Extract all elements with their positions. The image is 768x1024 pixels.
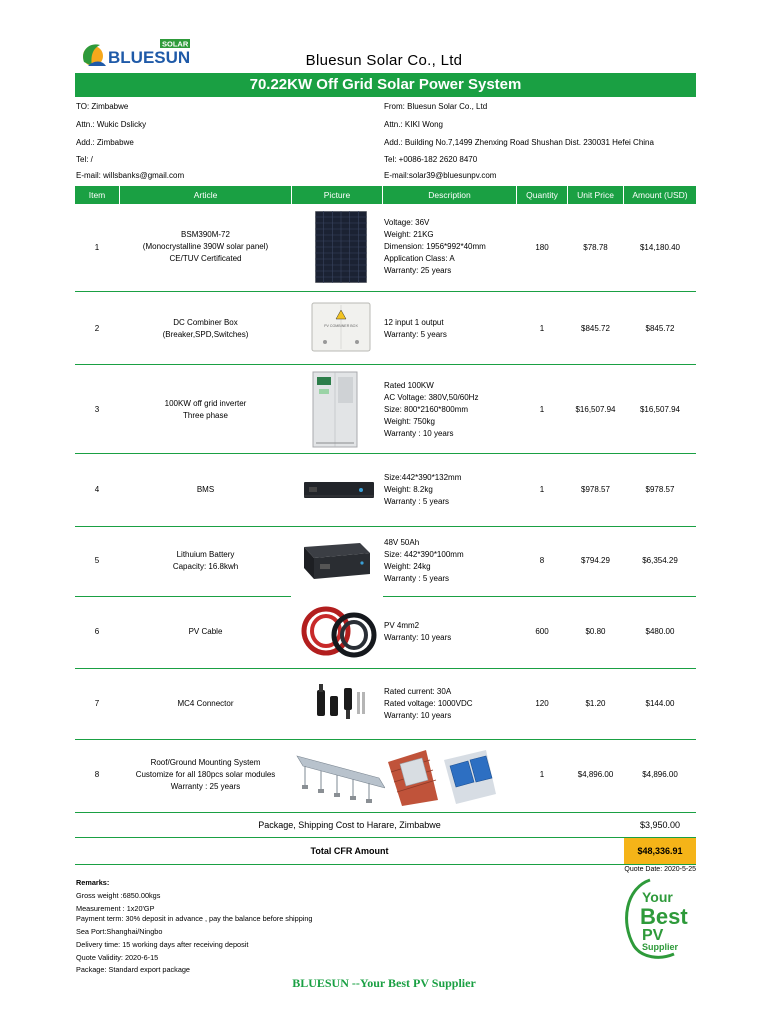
mc4-connector-image bbox=[313, 682, 369, 724]
row-amount: $16,507.94 bbox=[639, 405, 681, 414]
row-article: BSM390M-72 (Monocrystalline 390W solar panel) CE/TUV Certificated bbox=[142, 230, 269, 263]
bms-image bbox=[303, 479, 375, 501]
row-unit-price: $78.78 bbox=[583, 243, 608, 252]
svg-text:PV: PV bbox=[642, 927, 664, 944]
to-field: TO: Zimbabwe bbox=[76, 102, 129, 111]
quote-date: Quote Date: 2020-5-25 bbox=[624, 866, 696, 873]
remark-line: Gross weight :6850.00kgs bbox=[76, 891, 161, 900]
svg-text:Your: Your bbox=[642, 889, 673, 905]
row-article: BMS bbox=[196, 485, 215, 494]
email-left-field: E-mail: willsbanks@gmail.com bbox=[76, 171, 185, 180]
address-right-field: Add.: Building No.7,1499 Zhenxing Road Shushan Dist. 230031 Hefei China bbox=[384, 138, 654, 147]
remarks-heading: Remarks: bbox=[76, 878, 110, 887]
remark-line: Measurement : 1x20'GP bbox=[76, 904, 155, 913]
row-amount: $14,180.40 bbox=[639, 243, 681, 252]
combiner-box-label: PV COMBINER BOX bbox=[324, 324, 358, 328]
ground-mount-image bbox=[295, 750, 385, 804]
row-unit-price: $978.57 bbox=[581, 485, 610, 494]
row-article: DC Combiner Box (Breaker,SPD,Switches) bbox=[162, 318, 249, 339]
row-amount: $6,354.29 bbox=[642, 556, 678, 565]
solar-panel-image bbox=[315, 211, 367, 283]
attn-right-field: Attn.: KIKI Wong bbox=[384, 120, 443, 129]
row-quantity: 8 bbox=[539, 556, 545, 565]
svg-text:Supplier: Supplier bbox=[642, 942, 679, 952]
row-description: PV 4mm2 Warranty: 10 years bbox=[384, 621, 452, 642]
row-unit-price: $16,507.94 bbox=[575, 405, 616, 414]
row-unit-price: $794.29 bbox=[581, 556, 610, 565]
battery-image bbox=[300, 537, 372, 585]
your-best-pv-supplier-logo bbox=[620, 874, 700, 960]
row-quantity: 1 bbox=[539, 405, 545, 414]
remark-line: Payment term: 30% deposit in advance , pay the balance before shipping bbox=[76, 914, 313, 923]
row-amount: $144.00 bbox=[645, 699, 675, 708]
remark-line: Package: Standard export package bbox=[76, 965, 190, 974]
col-picture: Picture bbox=[323, 190, 351, 200]
row-item: 8 bbox=[94, 770, 100, 779]
row-item: 2 bbox=[94, 324, 100, 333]
row-quantity: 1 bbox=[539, 485, 545, 494]
remark-line: Sea Port:Shanghai/Ningbo bbox=[76, 927, 163, 936]
pv-cable-image bbox=[300, 604, 380, 660]
col-unit-price: Unit Price bbox=[577, 190, 614, 200]
table-header bbox=[75, 186, 696, 204]
row-article: Lithuium Battery Capacity: 16.8kwh bbox=[172, 550, 239, 571]
shipping-amount: $3,950.00 bbox=[639, 820, 681, 830]
inverter-image bbox=[312, 371, 358, 448]
remark-line: Delivery time: 15 working days after receiving deposit bbox=[76, 940, 249, 949]
row-article: 100KW off grid inverter Three phase bbox=[164, 399, 247, 420]
company-name: Bluesun Solar Co., Ltd bbox=[305, 52, 463, 69]
row-quantity: 600 bbox=[535, 627, 549, 636]
shipping-label: Package, Shipping Cost to Harare, Zimbabwe bbox=[258, 820, 441, 830]
col-quantity: Quantity bbox=[526, 190, 558, 200]
svg-text:Best: Best bbox=[640, 904, 688, 929]
from-field: From: Bluesun Solar Co., Ltd bbox=[384, 102, 488, 111]
col-item: Item bbox=[88, 190, 106, 200]
row-amount: $845.72 bbox=[645, 324, 675, 333]
row-article: PV Cable bbox=[188, 627, 223, 636]
attn-left-field: Attn.: Wukic Dslicky bbox=[76, 120, 147, 129]
roof-mount-image bbox=[386, 748, 498, 806]
row-description: Rated current: 30A Rated voltage: 1000VDC Warranty: 10 years bbox=[384, 687, 473, 720]
row-item: 6 bbox=[94, 627, 100, 636]
tel-right-field: Tel: +0086-182 2620 8470 bbox=[384, 155, 478, 164]
document-title: 70.22KW Off Grid Solar Power System bbox=[75, 73, 696, 97]
row-unit-price: $0.80 bbox=[585, 627, 606, 636]
row-article: Roof/Ground Mounting System Customize for all 180pcs solar modules Warranty : 25 years bbox=[135, 758, 276, 791]
tel-left-field: Tel: / bbox=[76, 155, 93, 164]
row-unit-price: $1.20 bbox=[585, 699, 606, 708]
address-left-field: Add.: Zimbabwe bbox=[76, 138, 134, 147]
logo-tag: SOLAR bbox=[162, 39, 189, 49]
row-item: 3 bbox=[94, 405, 100, 414]
row-description: 48V 50Ah Size: 442*390*100mm Weight: 24kg Warranty : 5 years bbox=[384, 538, 464, 583]
row-quantity: 120 bbox=[535, 699, 549, 708]
col-article: Article bbox=[193, 190, 218, 200]
total-label: Total CFR Amount bbox=[310, 846, 389, 856]
row-unit-price: $845.72 bbox=[581, 324, 610, 333]
row-amount: $978.57 bbox=[645, 485, 675, 494]
row-item: 1 bbox=[94, 243, 100, 252]
row-quantity: 180 bbox=[535, 243, 549, 252]
total-amount: $48,336.91 bbox=[624, 838, 696, 864]
shipping-row bbox=[75, 814, 696, 836]
row-item: 7 bbox=[94, 699, 100, 708]
row-unit-price: $4,896.00 bbox=[577, 770, 614, 779]
combiner-box-image bbox=[311, 302, 371, 352]
footer-slogan: BLUESUN --Your Best PV Supplier bbox=[292, 976, 476, 990]
row-quantity: 1 bbox=[539, 324, 545, 333]
row-amount: $480.00 bbox=[645, 627, 675, 636]
email-right-field: E-mail:solar39@bluesunpv.com bbox=[384, 171, 497, 180]
row-quantity: 1 bbox=[539, 770, 545, 779]
remark-line: Quote Validity: 2020-6-15 bbox=[76, 953, 159, 962]
row-item: 4 bbox=[94, 485, 100, 494]
row-article: MC4 Connector bbox=[177, 699, 234, 708]
row-description: Size:442*390*132mm Weight: 8.2kg Warranty : 5 years bbox=[384, 473, 462, 506]
row-amount: $4,896.00 bbox=[642, 770, 678, 779]
logo-wordmark: BLUESUN bbox=[108, 48, 191, 67]
col-amount: Amount (USD) bbox=[632, 190, 688, 200]
row-description: Voltage: 36V Weight: 21KG Dimension: 1956*992*40mm Application Class: A Warranty: 25 years bbox=[384, 218, 486, 275]
total-row bbox=[75, 838, 696, 864]
row-description: Rated 100KW AC Voltage: 380V,50/60Hz Size: 800*2160*800mm Weight: 750kg Warranty : 10 years bbox=[384, 381, 479, 438]
row-item: 5 bbox=[94, 556, 100, 565]
col-description: Description bbox=[428, 190, 471, 200]
row-description: 12 input 1 output Warranty: 5 years bbox=[384, 318, 447, 339]
